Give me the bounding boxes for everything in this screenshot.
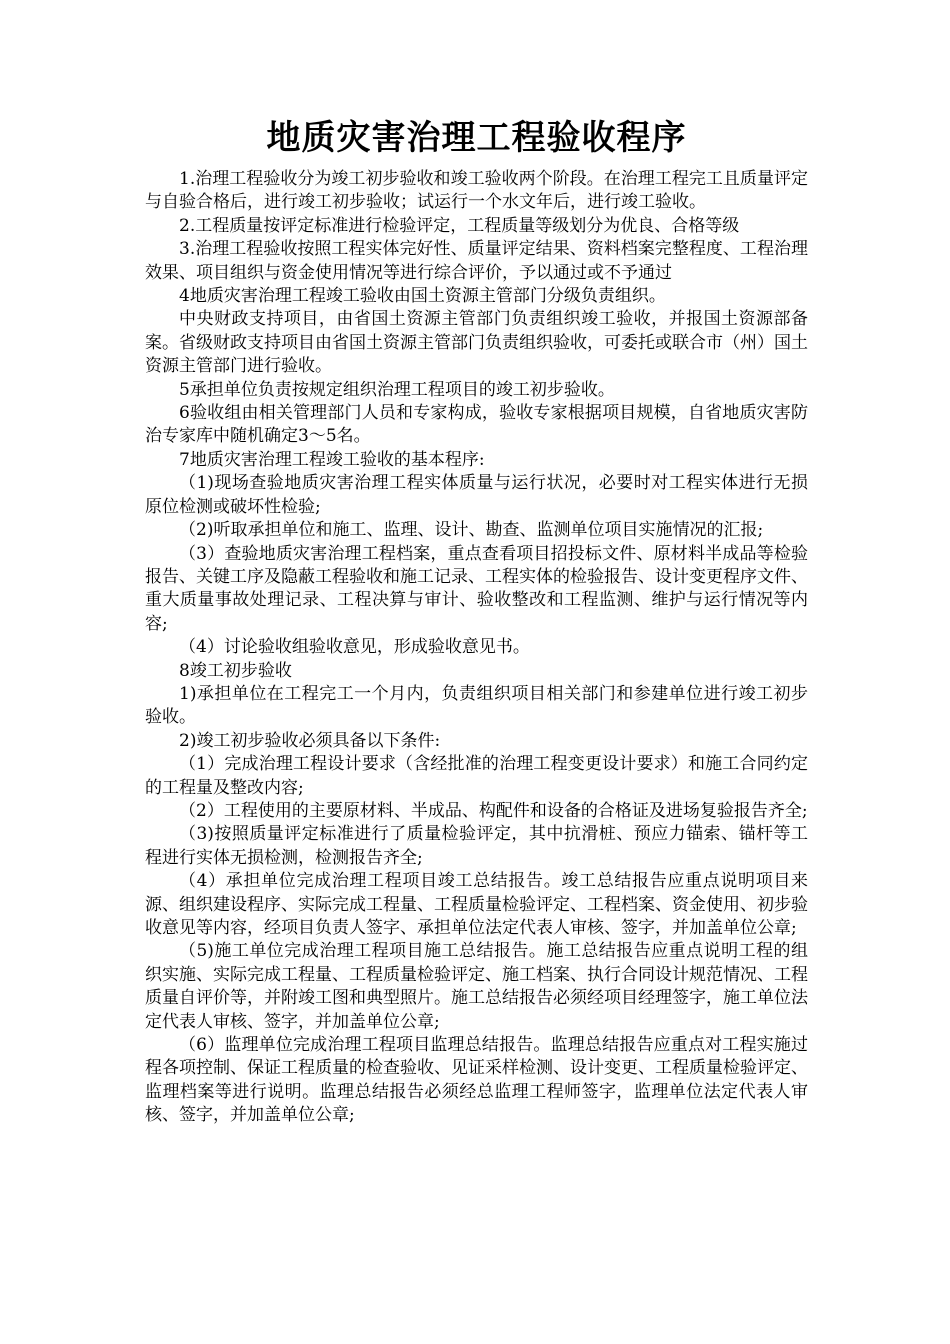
paragraph-14: 1)承担单位在工程完工一个月内，负责组织项目相关部门和参建单位进行竣工初步验收。 bbox=[145, 683, 808, 728]
paragraph-20: （5)施工单位完成治理工程项目施工总结报告。施工总结报告应重点说明工程的组织实施、实际完成工程量、工程质量检验评定、施工档案、执行合同设计规范情况、工程质量自评价等，并附竣工图和典型照片。施工总结报告必须经项目经理签字，施工单位法定代表人审核、签字，并加盖单位公章; bbox=[145, 941, 808, 1032]
paragraph-6: 5承担单位负责按规定组织治理工程项目的竣工初步验收。 bbox=[179, 379, 615, 400]
paragraph-21: （6）监理单位完成治理工程项目监理总结报告。监理总结报告应重点对工程实施过程各项控制、保证工程质量的检查验收、见证采样检测、设计变更、工程质量检验评定、监理档案等进行说明。监理总结报告必须经总监理工程师签字，监理单位法定代表人审核、签字，并加盖单位公章; bbox=[145, 1035, 808, 1126]
paragraph-18: （3)按照质量评定标准进行了质量检验评定，其中抗滑桩、预应力锚索、锚杆等工程进行实体无损检测，检测报告齐全; bbox=[145, 824, 808, 868]
paragraph-8: 7地质灾害治理工程竣工验收的基本程序: bbox=[179, 449, 485, 470]
paragraph-13: 8竣工初步验收 bbox=[179, 660, 292, 681]
document-page bbox=[145, 112, 808, 1128]
paragraph-1: 1.治理工程验收分为竣工初步验收和竣工验收两个阶段。在治理工程完工且质量评定与自验合格后，进行竣工初步验收；试运行一个水文年后，进行竣工验收。 bbox=[145, 169, 808, 213]
paragraph-11: （3）查验地质灾害治理工程档案，重点查看项目招投标文件、原材料半成品等检验报告、关键工序及隐蔽工程验收和施工记录、工程实体的检验报告、设计变更程序文件、重大质量事故处理记录、工程决算与审计、验收整改和工程监测、维护与运行情况等内容; bbox=[145, 543, 808, 634]
paragraph-12: （4）讨论验收组验收意见，形成验收意见书。 bbox=[179, 637, 530, 658]
paragraph-16: （1）完成治理工程设计要求（含经批准的治理工程变更设计要求）和施工合同约定的工程量及整改内容; bbox=[145, 754, 808, 798]
paragraph-4: 4地质灾害治理工程竣工验收由国土资源主管部门分级负责组织。 bbox=[179, 286, 666, 307]
document-title: 地质灾害治理工程验收程序 bbox=[266, 118, 687, 158]
paragraph-5: 中央财政支持项目，由省国土资源主管部门负责组织竣工验收，并报国土资源部备案。省级财政支持项目由省国土资源主管部门负责组织验收，可委托或联合市（州）国土资源主管部门进行验收。 bbox=[145, 309, 808, 377]
document-body bbox=[145, 168, 808, 1128]
paragraph-15: 2)竣工初步验收必须具备以下条件: bbox=[179, 730, 441, 751]
paragraph-10: （2)听取承担单位和施工、监理、设计、勘查、监测单位项目实施情况的汇报; bbox=[179, 520, 764, 541]
paragraph-19: （4）承担单位完成治理工程项目竣工总结报告。竣工总结报告应重点说明项目来源、组织建设程序、实际完成工程量、工程质量检验评定、工程档案、资金使用、初步验收意见等内容，经项目负责人签字、承担单位法定代表人审核、签字，并加盖单位公章; bbox=[145, 871, 808, 938]
paragraph-3: 3.治理工程验收按照工程实体完好性、质量评定结果、资料档案完整程度、工程治理效果、项目组织与资金使用情况等进行综合评价，予以通过或不予通过 bbox=[145, 239, 808, 283]
paragraph-9: （1)现场查验地质灾害治理工程实体质量与运行状况，必要时对工程实体进行无损原位检测或破坏性检验; bbox=[145, 473, 808, 517]
paragraph-17: （2）工程使用的主要原材料、半成品、构配件和设备的合格证及进场复验报告齐全; bbox=[179, 800, 808, 821]
paragraph-7: 6验收组由相关管理部门人员和专家构成，验收专家根据项目规模，自省地质灾害防治专家库中随机确定3～5名。 bbox=[145, 403, 808, 447]
paragraph-2: 2.工程质量按评定标准进行检验评定，工程质量等级划分为优良、合格等级 bbox=[179, 215, 740, 236]
